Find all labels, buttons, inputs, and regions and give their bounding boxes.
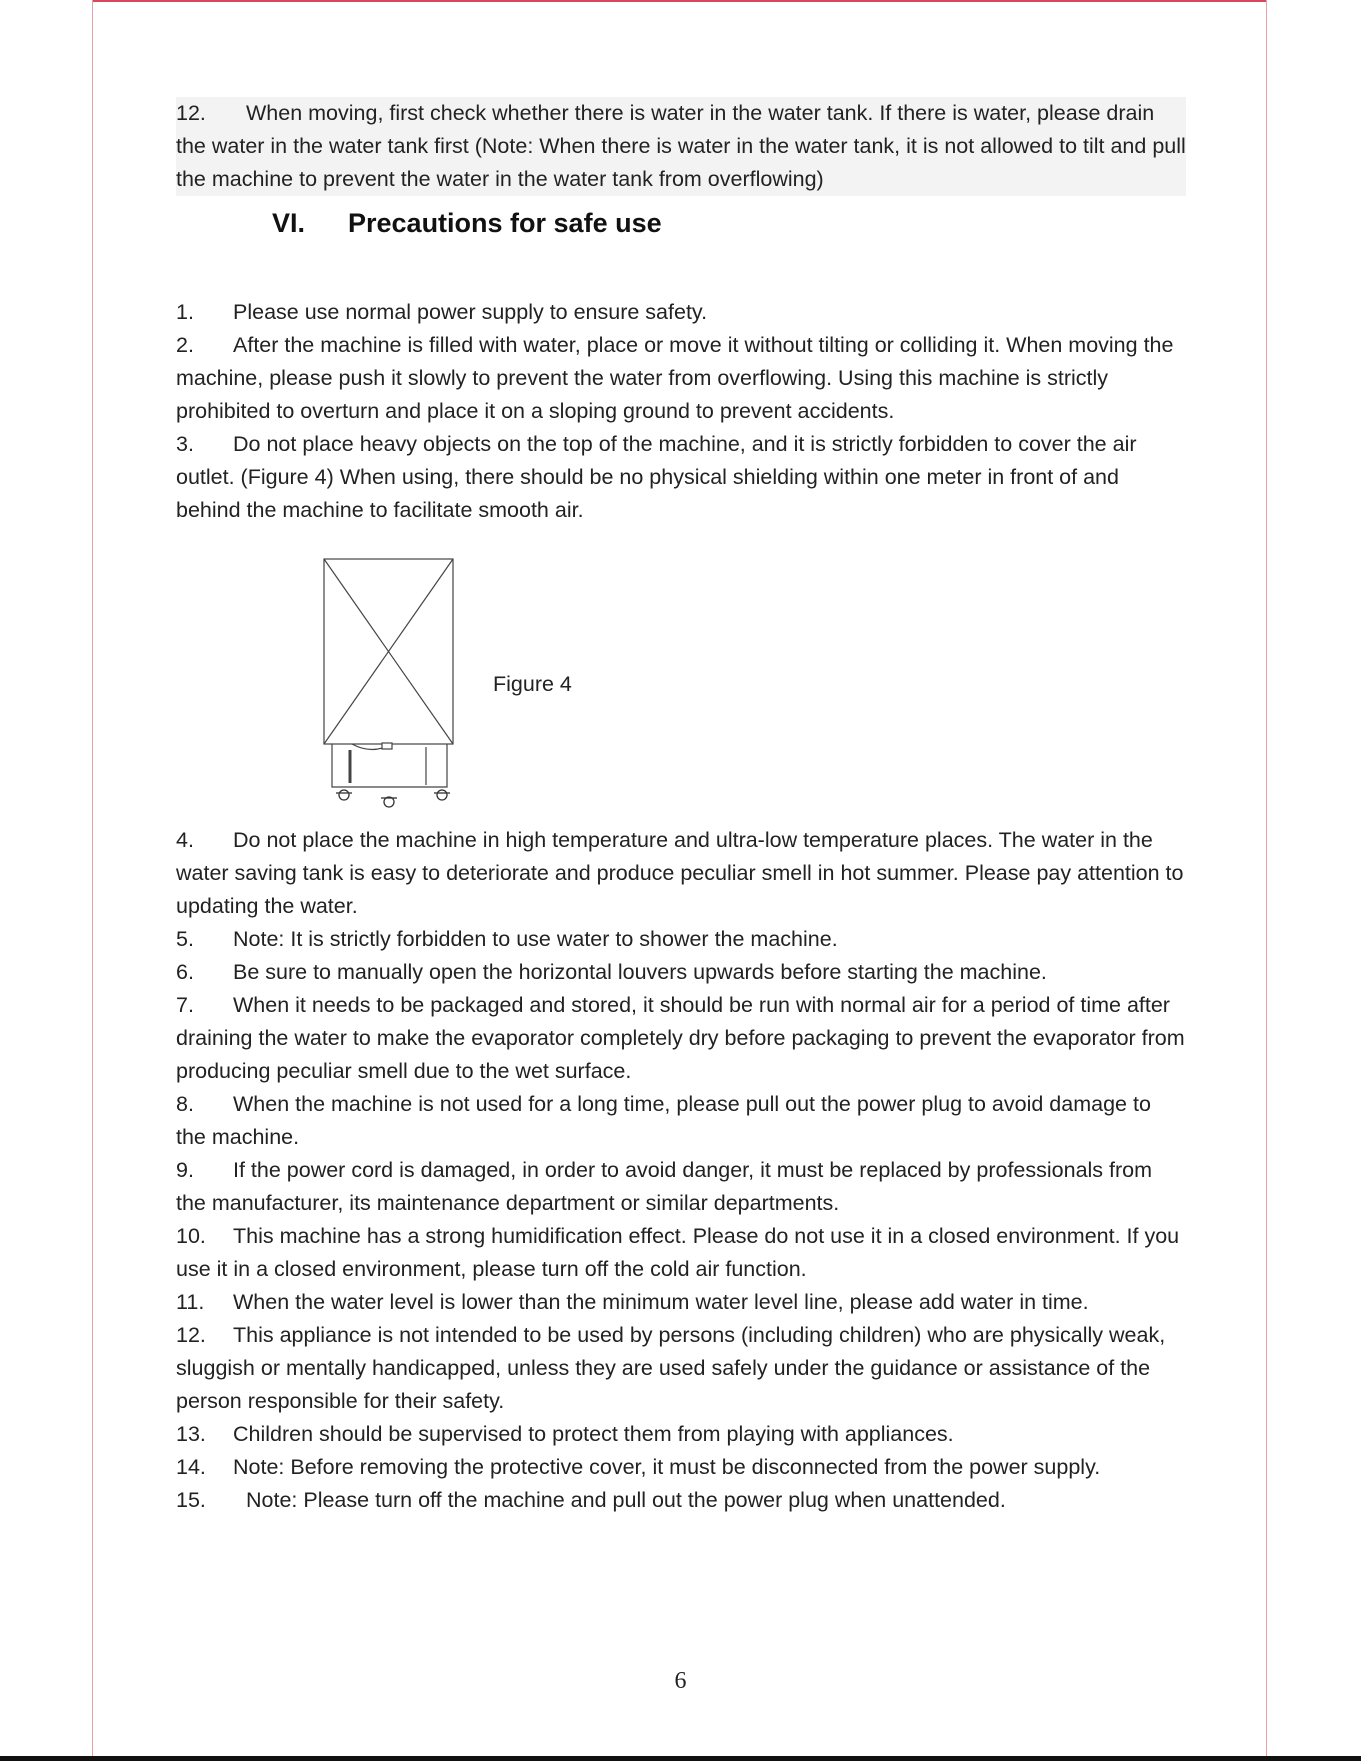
tank-clip (382, 743, 392, 749)
precautions-list-part2 (176, 824, 1186, 1517)
item-text: Be sure to manually open the horizontal louvers upwards before starting the machine. (233, 960, 1047, 984)
intro-block (176, 97, 1186, 196)
intro-text: When moving, first check whether there is water in the water tank. If there is water, please drain the water in the water tank first (Note: When there is water in the water tank, it is not allowed to tilt and pull the machine to prevent the water in the water tank from overflowing) (176, 101, 1186, 191)
item-text: When the machine is not used for a long time, please pull out the power plug to avoid damage to the machine. (176, 1092, 1151, 1149)
list-item (176, 296, 1186, 329)
item-text: Note: Before removing the protective cover, it must be disconnected from the power supply. (233, 1455, 1101, 1479)
list-item (176, 1418, 1186, 1451)
item-number: 14. (176, 1455, 206, 1479)
list-item (176, 1484, 1186, 1517)
page-border-right (1266, 0, 1267, 1761)
list-item (176, 923, 1186, 956)
list-item (176, 1220, 1186, 1286)
list-item (176, 1088, 1186, 1154)
figure-caption: Figure 4 (493, 672, 572, 696)
page-border-bottom (0, 1756, 1361, 1761)
item-text: Do not place heavy objects on the top of the machine, and it is strictly forbidden to cover the air outlet. (Figure 4) When using, there should be no physical shielding within one meter in front of and behind the machine to facilitate smooth air. (176, 432, 1137, 522)
item-number: 13. (176, 1422, 206, 1446)
list-item (176, 329, 1186, 428)
item-text: Do not place the machine in high temperature and ultra-low temperature places. The water in the water saving tank is easy to deteriorate and produce peculiar smell in hot summer. Please pay attention to updating the water. (176, 828, 1184, 918)
item-text: After the machine is filled with water, place or move it without tilting or colliding it. When moving the machine, please push it slowly to prevent the water from overflowing. Using this machine is strictly prohibited to overturn and place it on a sloping ground to prevent accidents. (176, 333, 1174, 423)
item-text: When the water level is lower than the minimum water level line, please add water in time. (233, 1290, 1089, 1314)
item-number: 10. (176, 1224, 206, 1248)
list-item (176, 1451, 1186, 1484)
item-number: 2. (176, 333, 194, 357)
item-text: Note: Please turn off the machine and pull out the power plug when unattended. (246, 1488, 1006, 1512)
item-number: 3. (176, 432, 194, 456)
intro-paragraph (176, 97, 1186, 196)
wheel-left (339, 790, 349, 800)
item-text: This machine has a strong humidification effect. Please do not use it in a closed environment. If you use it in a closed environment, please turn off the cold air function. (176, 1224, 1180, 1281)
item-text: Note: It is strictly forbidden to use water to shower the machine. (233, 927, 838, 951)
item-number: 9. (176, 1158, 194, 1182)
item-number: 15. (176, 1488, 206, 1512)
precautions-list-part1 (176, 296, 1186, 527)
item-text: When it needs to be packaged and stored, it should be run with normal air for a period of time after draining the water to make the evaporator completely dry before packaging to prevent the evaporator from producing peculiar smell due to the wet surface. (176, 993, 1185, 1083)
intro-number: 12. (176, 101, 206, 125)
item-text: If the power cord is damaged, in order to avoid danger, it must be replaced by professionals from the manufacturer, its maintenance department or similar departments. (176, 1158, 1153, 1215)
item-number: 5. (176, 927, 194, 951)
page-border-left (92, 0, 93, 1761)
section-title: Precautions for safe use (348, 208, 662, 238)
wheel-right (437, 790, 447, 800)
page-number: 6 (674, 1668, 687, 1694)
machine-figure (322, 557, 457, 812)
item-text: Please use normal power supply to ensure safety. (233, 300, 708, 324)
section-heading (272, 208, 662, 239)
list-item (176, 1319, 1186, 1418)
section-numeral: VI. (272, 208, 306, 238)
list-item (176, 1286, 1186, 1319)
item-number: 8. (176, 1092, 194, 1116)
item-number: 1. (176, 300, 194, 324)
item-number: 12. (176, 1323, 206, 1347)
list-item (176, 1154, 1186, 1220)
item-text: Children should be supervised to protect them from playing with appliances. (233, 1422, 954, 1446)
page-border-top (92, 0, 1267, 2)
list-item (176, 824, 1186, 923)
item-number: 7. (176, 993, 194, 1017)
list-item (176, 989, 1186, 1088)
list-item (176, 956, 1186, 989)
list-item (176, 428, 1186, 527)
item-number: 11. (176, 1290, 205, 1314)
item-number: 4. (176, 828, 194, 852)
item-text: This appliance is not intended to be used by persons (including children) who are physically weak, sluggish or mentally handicapped, unless they are used safely under the guidance or assistance of the person responsible for their safety. (176, 1323, 1166, 1413)
item-number: 6. (176, 960, 194, 984)
